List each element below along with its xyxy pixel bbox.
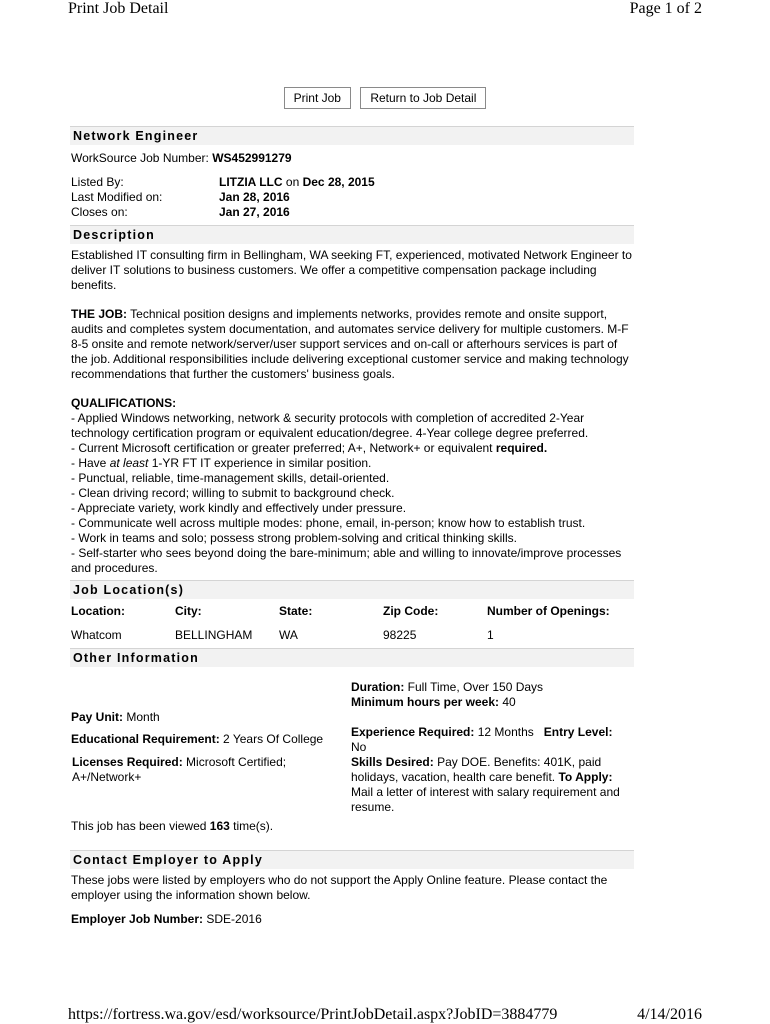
modified-label: Last Modified on:: [71, 190, 163, 204]
viewed-pre: This job has been viewed: [71, 819, 207, 833]
licenses-label: Licenses Required:: [72, 755, 183, 769]
location-col-header: Location:: [71, 604, 125, 618]
zip-col-header: Zip Code:: [383, 604, 439, 618]
job-number: WS452991279: [212, 151, 292, 165]
skills-value: Pay DOE. Benefits: 401K, paid holidays, vacation, health care benefit.: [351, 755, 602, 784]
listed-by-label: Listed By:: [71, 175, 124, 189]
listed-by-row: [71, 175, 634, 190]
qualification-item: - Applied Windows networking, network & security protocols with completion of accredited 2-Year technology certification program or equivalent education/degree. 4-Year college degree preferred.: [71, 411, 589, 440]
the-job-label: THE JOB:: [71, 307, 128, 321]
print-job-button[interactable]: Print Job: [284, 87, 351, 109]
state-value: WA: [279, 628, 298, 642]
description-intro: Established IT consulting firm in Bellingham, WA seeking FT, experienced, motivated Network Engineer to deliver IT solutions to business customers. We offer a competitive compensation package including benefits.: [71, 248, 632, 292]
closes-value: Jan 27, 2016: [219, 205, 290, 219]
closes-row: [71, 205, 634, 220]
other-information-body: [71, 667, 634, 812]
modified-row: [71, 190, 634, 205]
the-job-text: Technical position designs and implements networks, provides remote and onsite support, audits and completes system documentation, and automates service delivery for multiple customers. M-F 8-5 onsite and remote network/server/user support services and on-call or afterhours services is part of the job. Additional responsibilities include delivering exceptional customer service and making technology recommendations that further the customers' business goals.: [71, 307, 629, 381]
employer-job-number-label: Employer Job Number:: [71, 912, 204, 926]
button-bar: [0, 87, 770, 109]
return-to-job-detail-button[interactable]: Return to Job Detail: [360, 87, 486, 109]
skills-label: Skills Desired:: [351, 755, 434, 769]
job-number-label: WorkSource Job Number:: [71, 151, 209, 165]
job-location-heading: Job Location(s): [70, 580, 634, 599]
print-header-title: Print Job Detail: [68, 0, 169, 17]
employer-job-number: SDE-2016: [206, 912, 262, 926]
qualification-item: - Appreciate variety, work kindly and effectively under pressure.: [71, 501, 407, 515]
experience-value: 12 Months: [477, 725, 534, 739]
location-value: Whatcom: [71, 628, 122, 642]
qualification-item: - Clean driving record; willing to submit to background check.: [71, 486, 395, 500]
city-col-header: City:: [175, 604, 202, 618]
min-hours-value: 40: [502, 695, 516, 709]
description-heading: Description: [70, 225, 634, 244]
employer-job-number-line: [71, 912, 634, 927]
job-number-line: [71, 151, 634, 166]
pay-unit-label: Pay Unit:: [71, 710, 124, 724]
location-value-row: [71, 628, 634, 643]
job-title-heading: Network Engineer: [70, 126, 634, 145]
experience-block: [351, 725, 636, 755]
listed-by-value: LITZIA LLC: [219, 175, 283, 189]
print-footer-date: 4/14/2016: [637, 1006, 702, 1023]
qualification-item: [71, 441, 634, 456]
pay-unit-line: [71, 710, 346, 725]
entry-level-label: Entry Level:: [543, 725, 613, 739]
other-information-heading: Other Information: [70, 648, 634, 667]
view-count-line: [71, 819, 634, 834]
education-label: Educational Requirement:: [71, 732, 220, 746]
emphasis-text: at least: [109, 456, 149, 470]
view-count: 163: [209, 819, 230, 833]
print-footer-url: https://fortress.wa.gov/esd/worksource/PrintJobDetail.aspx?JobID=3884779: [68, 1006, 558, 1023]
min-hours-label: Minimum hours per week:: [351, 695, 500, 709]
experience-label: Experience Required:: [351, 725, 475, 739]
qualification-item: - Punctual, reliable, time-management skills, detail-oriented.: [71, 471, 390, 485]
on-word: on: [285, 175, 300, 189]
qualification-text: - Have: [71, 456, 107, 470]
contact-text: These jobs were listed by employers who do not support the Apply Online feature. Please contact the employer using the information shown below.: [71, 873, 608, 902]
education-value: 2 Years Of College: [223, 732, 324, 746]
listed-date: Dec 28, 2015: [302, 175, 375, 189]
viewed-post: time(s).: [233, 819, 274, 833]
duration-block: [351, 680, 636, 710]
closes-label: Closes on:: [71, 205, 128, 219]
contact-employer-heading: Contact Employer to Apply: [70, 850, 634, 869]
qualification-text: 1-YR FT IT experience in similar position.: [151, 456, 372, 470]
openings-col-header: Number of Openings:: [487, 604, 610, 618]
city-value: BELLINGHAM: [175, 628, 253, 642]
the-job-paragraph: [71, 307, 634, 382]
licenses-line: [72, 755, 327, 785]
qualification-item: [71, 456, 634, 471]
required-text: required.: [495, 441, 548, 455]
openings-value: 1: [487, 628, 494, 642]
to-apply-value: Mail a letter of interest with salary requirement and resume.: [351, 785, 620, 814]
skills-block: [351, 755, 636, 815]
qualification-text: - Current Microsoft certification or greater preferred; A+, Network+ or equivalent: [71, 441, 493, 455]
entry-level-value: No: [351, 740, 367, 754]
modified-value: Jan 28, 2016: [219, 190, 290, 204]
state-col-header: State:: [279, 604, 313, 618]
job-detail-content: [71, 126, 634, 927]
qualification-item: - Communicate well across multiple modes: phone, email, in-person; know how to establish trust.: [71, 516, 586, 530]
duration-label: Duration:: [351, 680, 405, 694]
education-line: [71, 732, 346, 747]
duration-value: Full Time, Over 150 Days: [407, 680, 544, 694]
qualifications-label: QUALIFICATIONS:: [71, 396, 177, 410]
print-header-page: Page 1 of 2: [629, 0, 702, 17]
zip-value: 98225: [383, 628, 417, 642]
pay-unit-value: Month: [126, 710, 160, 724]
to-apply-label: To Apply:: [558, 770, 613, 784]
licenses-value: Microsoft Certified; A+/Network+: [72, 755, 287, 784]
location-header-row: [71, 604, 634, 619]
qualification-item: - Work in teams and solo; possess strong problem-solving and critical thinking skills.: [71, 531, 517, 545]
qualification-item: - Self-starter who sees beyond doing the bare-minimum; able and willing to innovate/improve processes and procedures.: [71, 546, 622, 575]
